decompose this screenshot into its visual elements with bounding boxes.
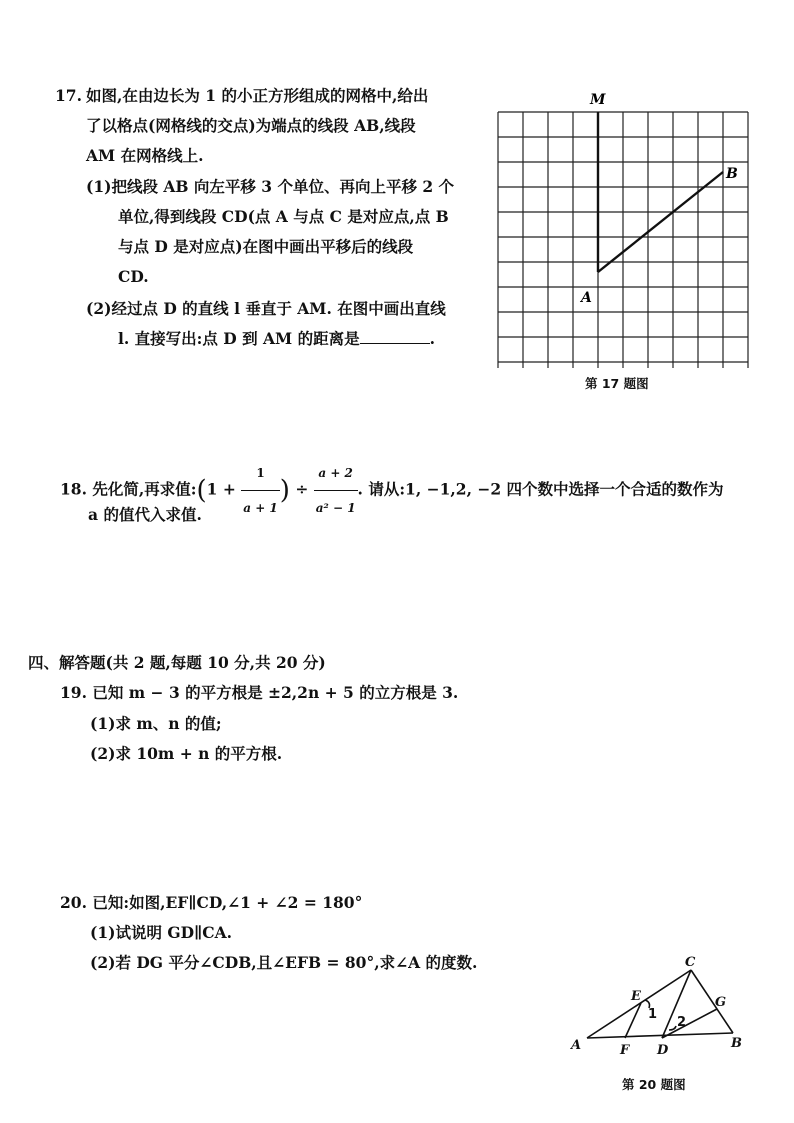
q18-lead: 先化简,再求值: bbox=[92, 479, 197, 499]
label-d: D bbox=[657, 1043, 669, 1055]
paren-right: ) bbox=[279, 475, 290, 506]
label-a: A bbox=[581, 290, 592, 306]
q18-div: ÷ bbox=[295, 479, 309, 499]
q17-part2-line2 bbox=[118, 331, 435, 347]
q18-number: 18. bbox=[60, 479, 87, 499]
q20-triangle-figure bbox=[565, 950, 765, 1055]
section4-heading: 四、解答题(共 2 题,每题 10 分,共 20 分) bbox=[28, 653, 326, 672]
label-m: M bbox=[590, 92, 606, 108]
q18-tail: . 请从:1, −1,2, −2 四个数中选择一个合适的数作为 bbox=[357, 479, 724, 499]
label-a: A bbox=[571, 1038, 582, 1053]
label-f: F bbox=[620, 1043, 630, 1055]
q17-part2-end: . bbox=[429, 329, 436, 348]
fraction-2-denominator: a² − 1 bbox=[315, 501, 356, 515]
label-g: G bbox=[715, 995, 727, 1010]
fraction-1-denominator: a + 1 bbox=[243, 501, 278, 515]
q17-intro-line3: AM 在网格线上. bbox=[86, 146, 204, 165]
q17-part1-line4: CD. bbox=[118, 267, 149, 286]
q20-line1: 20. 已知:如图,EF∥CD,∠1 + ∠2 = 180° bbox=[60, 893, 363, 912]
angle-2-label: 2 bbox=[677, 1015, 687, 1030]
q18-line2: a 的值代入求值. bbox=[88, 505, 202, 524]
q17-part1-line1: (1)把线段 AB 向左平移 3 个单位、再向上平移 2 个 bbox=[86, 177, 455, 196]
fraction-2-numerator: a + 2 bbox=[314, 457, 358, 491]
label-e: E bbox=[631, 989, 641, 1004]
fraction-1 bbox=[241, 457, 280, 524]
q17-part1-line3: 与点 D 是对应点)在图中画出平移后的线段 bbox=[118, 237, 414, 256]
q17-number: 17. bbox=[55, 86, 82, 105]
angle-1-label: 1 bbox=[648, 1007, 658, 1022]
q17-part1-line2: 单位,得到线段 CD(点 A 与点 C 是对应点,点 B bbox=[118, 207, 449, 226]
q17-caption: 第 17 题图 bbox=[585, 376, 649, 391]
q20-part2: (2)若 DG 平分∠CDB,且∠EFB = 80°,求∠A 的度数. bbox=[90, 953, 478, 972]
q17-part2-text: l. 直接写出:点 D 到 AM 的距离是 bbox=[118, 329, 360, 348]
q18-one-plus: 1 + bbox=[206, 479, 236, 499]
label-b: B bbox=[731, 1036, 742, 1051]
answer-blank[interactable] bbox=[360, 331, 430, 344]
q17-part2-line1: (2)经过点 D 的直线 l 垂直于 AM. 在图中画出直线 bbox=[86, 299, 446, 318]
q19-part1: (1)求 m、n 的值; bbox=[90, 714, 222, 733]
label-b: B bbox=[726, 166, 738, 182]
q17-grid-figure bbox=[488, 88, 758, 368]
q17-intro-line1: 如图,在由边长为 1 的小正方形组成的网格中,给出 bbox=[86, 86, 429, 105]
q19-line1: 19. 已知 m − 3 的平方根是 ±2,2n + 5 的立方根是 3. bbox=[60, 683, 459, 702]
q20-part1: (1)试说明 GD∥CA. bbox=[90, 923, 232, 942]
fraction-2 bbox=[314, 457, 358, 524]
q17-intro-line2: 了以格点(网格线的交点)为端点的线段 AB,线段 bbox=[86, 116, 416, 135]
q19-part2: (2)求 10m + n 的平方根. bbox=[90, 744, 283, 763]
paren-left: ( bbox=[196, 475, 207, 506]
q20-caption: 第 20 题图 bbox=[622, 1077, 686, 1092]
label-c: C bbox=[685, 955, 696, 970]
fraction-1-numerator: 1 bbox=[241, 457, 280, 491]
